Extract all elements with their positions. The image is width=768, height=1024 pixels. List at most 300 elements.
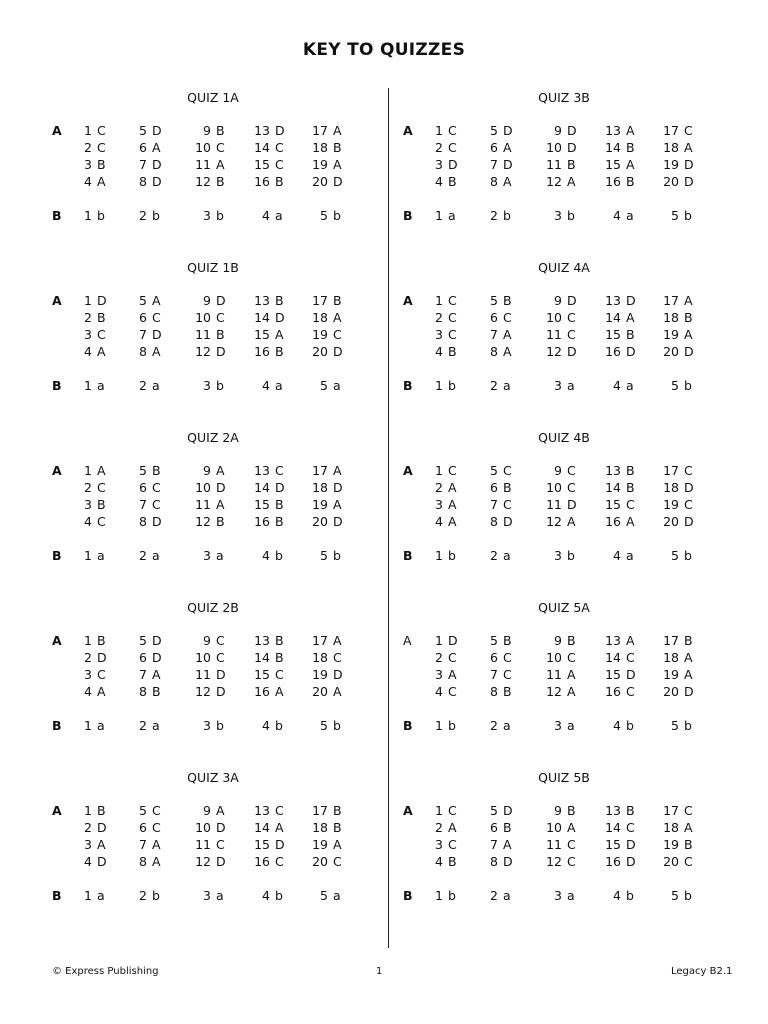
section-b-answer — [68, 548, 105, 563]
answer-letter: b — [333, 718, 341, 733]
answer-number: 2 — [435, 140, 443, 155]
section-a-answer — [187, 633, 225, 648]
answer-number: 20 — [312, 854, 328, 869]
answer-letter: D — [567, 293, 577, 308]
answer-number: 18 — [663, 310, 679, 325]
section-a-answer — [597, 327, 635, 342]
section-a-answer — [68, 293, 107, 308]
answer-letter: C — [567, 480, 576, 495]
answer-number: 7 — [490, 157, 498, 172]
section-a-answer — [597, 123, 635, 138]
answer-letter: B — [152, 684, 161, 699]
answer-letter: D — [216, 480, 226, 495]
answer-letter: A — [152, 854, 161, 869]
answer-letter: B — [503, 480, 512, 495]
section-a-answer — [246, 344, 284, 359]
answer-number: 13 — [254, 293, 270, 308]
section-b-answer — [419, 718, 456, 733]
section-a-answer — [187, 803, 225, 818]
section-a-answer — [597, 174, 635, 189]
section-a-answer — [419, 684, 457, 699]
answer-number: 5 — [139, 293, 147, 308]
answer-letter: D — [152, 514, 162, 529]
section-a-answer — [538, 650, 576, 665]
answer-letter: a — [97, 888, 105, 903]
answer-letter: A — [216, 463, 225, 478]
answer-letter: A — [567, 684, 576, 699]
answer-number: 7 — [490, 497, 498, 512]
answer-number: 4 — [84, 514, 92, 529]
answer-number: 8 — [490, 684, 498, 699]
section-a-answer — [655, 140, 693, 155]
section-a-answer — [655, 157, 694, 172]
answer-number: 19 — [663, 837, 679, 852]
section-a-answer — [538, 310, 576, 325]
answer-number: 3 — [203, 208, 211, 223]
answer-number: 16 — [605, 514, 621, 529]
answer-number: 3 — [84, 667, 92, 682]
answer-number: 10 — [195, 310, 211, 325]
answer-number: 5 — [671, 888, 679, 903]
answer-letter: C — [216, 650, 225, 665]
section-a-answer — [474, 684, 512, 699]
section-b-answer — [655, 888, 692, 903]
answer-number: 2 — [84, 480, 92, 495]
section-b-answer — [597, 718, 634, 733]
section-b-answer — [538, 548, 575, 563]
answer-letter: B — [275, 514, 284, 529]
answer-number: 1 — [435, 548, 443, 563]
answer-number: 1 — [84, 123, 92, 138]
section-b-answer — [419, 888, 456, 903]
answer-number: 15 — [605, 157, 621, 172]
answer-letter: b — [152, 888, 160, 903]
section-a-answer — [655, 854, 693, 869]
section-a-answer — [123, 344, 161, 359]
answer-letter: D — [152, 650, 162, 665]
section-a-answer — [246, 293, 284, 308]
answer-number: 16 — [254, 174, 270, 189]
answer-letter: C — [275, 803, 284, 818]
section-a-answer — [474, 480, 512, 495]
answer-letter: D — [216, 293, 226, 308]
section-a-answer — [655, 650, 693, 665]
answer-number: 9 — [554, 803, 562, 818]
answer-number: 14 — [605, 480, 621, 495]
section-a-answer — [123, 157, 162, 172]
answer-letter: D — [684, 344, 694, 359]
section-a-answer — [187, 854, 226, 869]
answer-letter: B — [333, 803, 342, 818]
answer-letter: B — [333, 820, 342, 835]
answer-letter: B — [503, 684, 512, 699]
answer-number: 12 — [546, 174, 562, 189]
answer-letter: a — [626, 378, 634, 393]
answer-letter: C — [684, 854, 693, 869]
section-a-answer — [538, 820, 576, 835]
section-a-label: A — [52, 633, 62, 648]
answer-letter: C — [448, 310, 457, 325]
section-a-answer — [538, 140, 577, 155]
quiz-block — [351, 430, 768, 600]
section-b-answer — [123, 378, 160, 393]
section-a-answer — [123, 480, 161, 495]
section-a-answer — [68, 140, 106, 155]
section-a-answer — [187, 667, 226, 682]
section-a-answer — [474, 293, 512, 308]
section-a-answer — [246, 854, 284, 869]
section-a-answer — [123, 327, 162, 342]
quiz-title: QUIZ 5B — [538, 770, 590, 785]
section-a-answer — [597, 633, 635, 648]
answer-number: 4 — [435, 854, 443, 869]
answer-letter: D — [333, 344, 343, 359]
answer-letter: C — [567, 854, 576, 869]
section-a-answer — [304, 684, 342, 699]
section-b-answer — [68, 208, 105, 223]
answer-number: 3 — [435, 837, 443, 852]
section-a-answer — [419, 854, 457, 869]
answer-number: 6 — [490, 650, 498, 665]
answer-number: 11 — [195, 497, 211, 512]
section-b-answer — [655, 208, 692, 223]
section-a-answer — [123, 497, 161, 512]
answer-letter: A — [684, 667, 693, 682]
section-a-answer — [123, 633, 162, 648]
answer-number: 15 — [254, 837, 270, 852]
answer-letter: b — [333, 548, 341, 563]
answer-letter: D — [97, 650, 107, 665]
answer-letter: B — [626, 174, 635, 189]
answer-number: 6 — [490, 140, 498, 155]
answer-letter: D — [684, 480, 694, 495]
section-a-answer — [123, 123, 162, 138]
answer-number: 9 — [203, 803, 211, 818]
section-b-answer — [123, 548, 160, 563]
answer-letter: a — [333, 378, 341, 393]
answer-number: 16 — [605, 174, 621, 189]
answer-number: 19 — [663, 157, 679, 172]
answer-letter: A — [152, 293, 161, 308]
section-a-answer — [419, 327, 457, 342]
answer-letter: A — [567, 174, 576, 189]
answer-number: 2 — [435, 310, 443, 325]
section-a-answer — [68, 667, 106, 682]
answer-letter: a — [567, 378, 575, 393]
section-a-answer — [538, 157, 576, 172]
answer-number: 5 — [320, 888, 328, 903]
section-a-answer — [246, 310, 285, 325]
answer-letter: C — [448, 803, 457, 818]
answer-letter: B — [626, 803, 635, 818]
answer-number: 16 — [254, 514, 270, 529]
section-a-answer — [419, 837, 457, 852]
answer-number: 3 — [84, 497, 92, 512]
section-a-answer — [597, 854, 636, 869]
answer-number: 3 — [554, 888, 562, 903]
section-a-answer — [597, 480, 635, 495]
section-a-answer — [304, 480, 343, 495]
section-a-answer — [304, 293, 342, 308]
section-a-answer — [68, 310, 106, 325]
answer-number: 11 — [195, 667, 211, 682]
section-a-answer — [538, 667, 576, 682]
section-b-answer — [123, 208, 160, 223]
answer-letter: B — [216, 327, 225, 342]
answer-letter: b — [567, 208, 575, 223]
answer-letter: C — [567, 463, 576, 478]
answer-number: 5 — [671, 208, 679, 223]
section-a-answer — [246, 514, 284, 529]
section-a-answer — [123, 140, 161, 155]
section-a-answer — [304, 123, 342, 138]
answer-number: 16 — [605, 854, 621, 869]
answer-number: 2 — [490, 888, 498, 903]
section-a-label: A — [403, 463, 413, 478]
answer-letter: D — [567, 140, 577, 155]
answer-number: 7 — [490, 667, 498, 682]
answer-number: 17 — [663, 633, 679, 648]
section-a-answer — [419, 157, 458, 172]
answer-letter: D — [684, 684, 694, 699]
answer-number: 2 — [139, 378, 147, 393]
answer-number: 7 — [139, 837, 147, 852]
quiz-title: QUIZ 3B — [538, 90, 590, 105]
answer-letter: D — [97, 820, 107, 835]
section-a-answer — [474, 310, 512, 325]
answer-letter: b — [333, 208, 341, 223]
answer-number: 4 — [435, 174, 443, 189]
quiz-title: QUIZ 3A — [187, 770, 239, 785]
answer-letter: A — [448, 497, 457, 512]
answer-number: 5 — [320, 548, 328, 563]
section-b-answer — [246, 888, 283, 903]
answer-letter: B — [567, 157, 576, 172]
section-a-answer — [474, 650, 512, 665]
answer-letter: B — [567, 633, 576, 648]
answer-letter: B — [97, 497, 106, 512]
answer-number: 18 — [312, 650, 328, 665]
section-a-answer — [68, 463, 106, 478]
answer-letter: A — [275, 327, 284, 342]
section-a-answer — [123, 803, 161, 818]
section-b-answer — [419, 378, 456, 393]
section-a-answer — [68, 854, 107, 869]
answer-number: 1 — [84, 208, 92, 223]
answer-number: 9 — [554, 633, 562, 648]
answer-letter: a — [626, 548, 634, 563]
answer-letter: B — [97, 310, 106, 325]
answer-number: 6 — [490, 820, 498, 835]
answer-letter: b — [684, 378, 692, 393]
answer-number: 7 — [490, 837, 498, 852]
answer-number: 9 — [554, 293, 562, 308]
answer-number: 6 — [139, 310, 147, 325]
answer-letter: a — [152, 378, 160, 393]
answer-number: 12 — [195, 344, 211, 359]
answer-letter: a — [275, 208, 283, 223]
section-b-answer — [187, 888, 224, 903]
answer-number: 4 — [613, 548, 621, 563]
section-a-answer — [655, 344, 694, 359]
answer-letter: B — [216, 174, 225, 189]
quiz-title: QUIZ 5A — [538, 600, 590, 615]
section-a-answer — [68, 633, 106, 648]
section-a-answer — [123, 650, 162, 665]
answer-number: 11 — [546, 837, 562, 852]
answer-number: 18 — [312, 820, 328, 835]
answer-letter: C — [567, 837, 576, 852]
answer-letter: D — [152, 633, 162, 648]
section-a-answer — [474, 667, 512, 682]
section-a-answer — [304, 497, 342, 512]
answer-letter: b — [216, 718, 224, 733]
answer-letter: D — [333, 667, 343, 682]
answer-letter: B — [97, 633, 106, 648]
section-a-label: A — [52, 293, 62, 308]
section-a-answer — [538, 480, 576, 495]
answer-letter: a — [152, 718, 160, 733]
section-a-answer — [655, 667, 693, 682]
answer-number: 3 — [203, 378, 211, 393]
answer-number: 20 — [663, 684, 679, 699]
section-a-answer — [187, 837, 225, 852]
answer-letter: A — [216, 497, 225, 512]
answer-letter: D — [216, 684, 226, 699]
answer-number: 5 — [139, 803, 147, 818]
answer-number: 11 — [195, 837, 211, 852]
answer-letter: C — [152, 803, 161, 818]
section-a-answer — [123, 820, 161, 835]
answer-number: 13 — [254, 123, 270, 138]
answer-letter: C — [152, 497, 161, 512]
section-a-label: A — [403, 803, 413, 818]
page-title: KEY TO QUIZZES — [302, 40, 466, 60]
section-b-answer — [597, 548, 634, 563]
section-a-answer — [474, 514, 513, 529]
section-a-answer — [187, 310, 225, 325]
section-a-answer — [304, 667, 343, 682]
section-b-answer — [123, 718, 160, 733]
answer-number: 9 — [203, 123, 211, 138]
answer-number: 4 — [613, 888, 621, 903]
section-a-answer — [597, 140, 635, 155]
section-b-answer — [246, 718, 283, 733]
answer-letter: C — [275, 854, 284, 869]
section-a-answer — [68, 157, 106, 172]
answer-number: 6 — [139, 820, 147, 835]
section-a-answer — [538, 803, 576, 818]
answer-number: 13 — [605, 293, 621, 308]
answer-number: 8 — [490, 854, 498, 869]
answer-letter: C — [152, 480, 161, 495]
section-b-answer — [68, 718, 105, 733]
answer-number: 13 — [605, 463, 621, 478]
section-a-answer — [474, 140, 512, 155]
section-a-answer — [597, 667, 636, 682]
answer-letter: D — [97, 854, 107, 869]
answer-number: 10 — [546, 650, 562, 665]
section-b-answer — [123, 888, 160, 903]
answer-letter: A — [275, 684, 284, 699]
answer-number: 14 — [605, 140, 621, 155]
section-a-answer — [597, 293, 636, 308]
section-a-answer — [68, 344, 106, 359]
answer-letter: A — [275, 820, 284, 835]
answer-number: 3 — [435, 497, 443, 512]
footer-page-number: 1 — [376, 966, 383, 977]
answer-number: 19 — [312, 497, 328, 512]
section-a-answer — [655, 480, 694, 495]
answer-number: 20 — [663, 344, 679, 359]
answer-number: 20 — [312, 344, 328, 359]
answer-letter: A — [216, 157, 225, 172]
answer-number: 6 — [139, 140, 147, 155]
section-a-answer — [419, 174, 457, 189]
section-a-answer — [304, 837, 342, 852]
section-b-answer — [474, 718, 511, 733]
answer-number: 4 — [613, 378, 621, 393]
section-a-answer — [597, 514, 635, 529]
section-b-answer — [246, 208, 283, 223]
answer-letter: C — [152, 310, 161, 325]
answer-letter: b — [448, 888, 456, 903]
answer-number: 1 — [84, 378, 92, 393]
answer-number: 17 — [312, 293, 328, 308]
section-a-answer — [597, 650, 635, 665]
section-a-answer — [304, 854, 342, 869]
answer-letter: a — [97, 548, 105, 563]
section-b-answer — [597, 378, 634, 393]
section-a-answer — [187, 140, 225, 155]
section-a-answer — [538, 463, 576, 478]
answer-number: 10 — [546, 820, 562, 835]
section-a-answer — [68, 650, 107, 665]
section-a-answer — [304, 344, 343, 359]
answer-letter: a — [567, 888, 575, 903]
answer-number: 19 — [312, 157, 328, 172]
section-b-answer — [187, 718, 224, 733]
answer-number: 2 — [84, 310, 92, 325]
section-a-answer — [597, 497, 635, 512]
answer-number: 4 — [613, 208, 621, 223]
section-a-answer — [187, 480, 226, 495]
section-b-answer — [655, 378, 692, 393]
answer-letter: a — [97, 378, 105, 393]
quiz-title: QUIZ 1A — [187, 90, 239, 105]
answer-letter: D — [626, 837, 636, 852]
answer-number: 20 — [663, 514, 679, 529]
section-b-answer — [304, 888, 341, 903]
answer-letter: A — [448, 480, 457, 495]
section-b-answer — [304, 378, 341, 393]
answer-number: 14 — [254, 480, 270, 495]
section-a-answer — [68, 514, 106, 529]
answer-letter: A — [152, 140, 161, 155]
answer-number: 5 — [490, 123, 498, 138]
answer-number: 1 — [435, 378, 443, 393]
answer-number: 5 — [320, 378, 328, 393]
section-a-answer — [419, 463, 457, 478]
answer-letter: b — [684, 718, 692, 733]
section-a-answer — [419, 497, 457, 512]
section-a-answer — [597, 803, 635, 818]
answer-letter: C — [448, 123, 457, 138]
answer-number: 9 — [554, 463, 562, 478]
answer-number: 1 — [435, 293, 443, 308]
answer-letter: b — [684, 208, 692, 223]
answer-number: 15 — [254, 157, 270, 172]
